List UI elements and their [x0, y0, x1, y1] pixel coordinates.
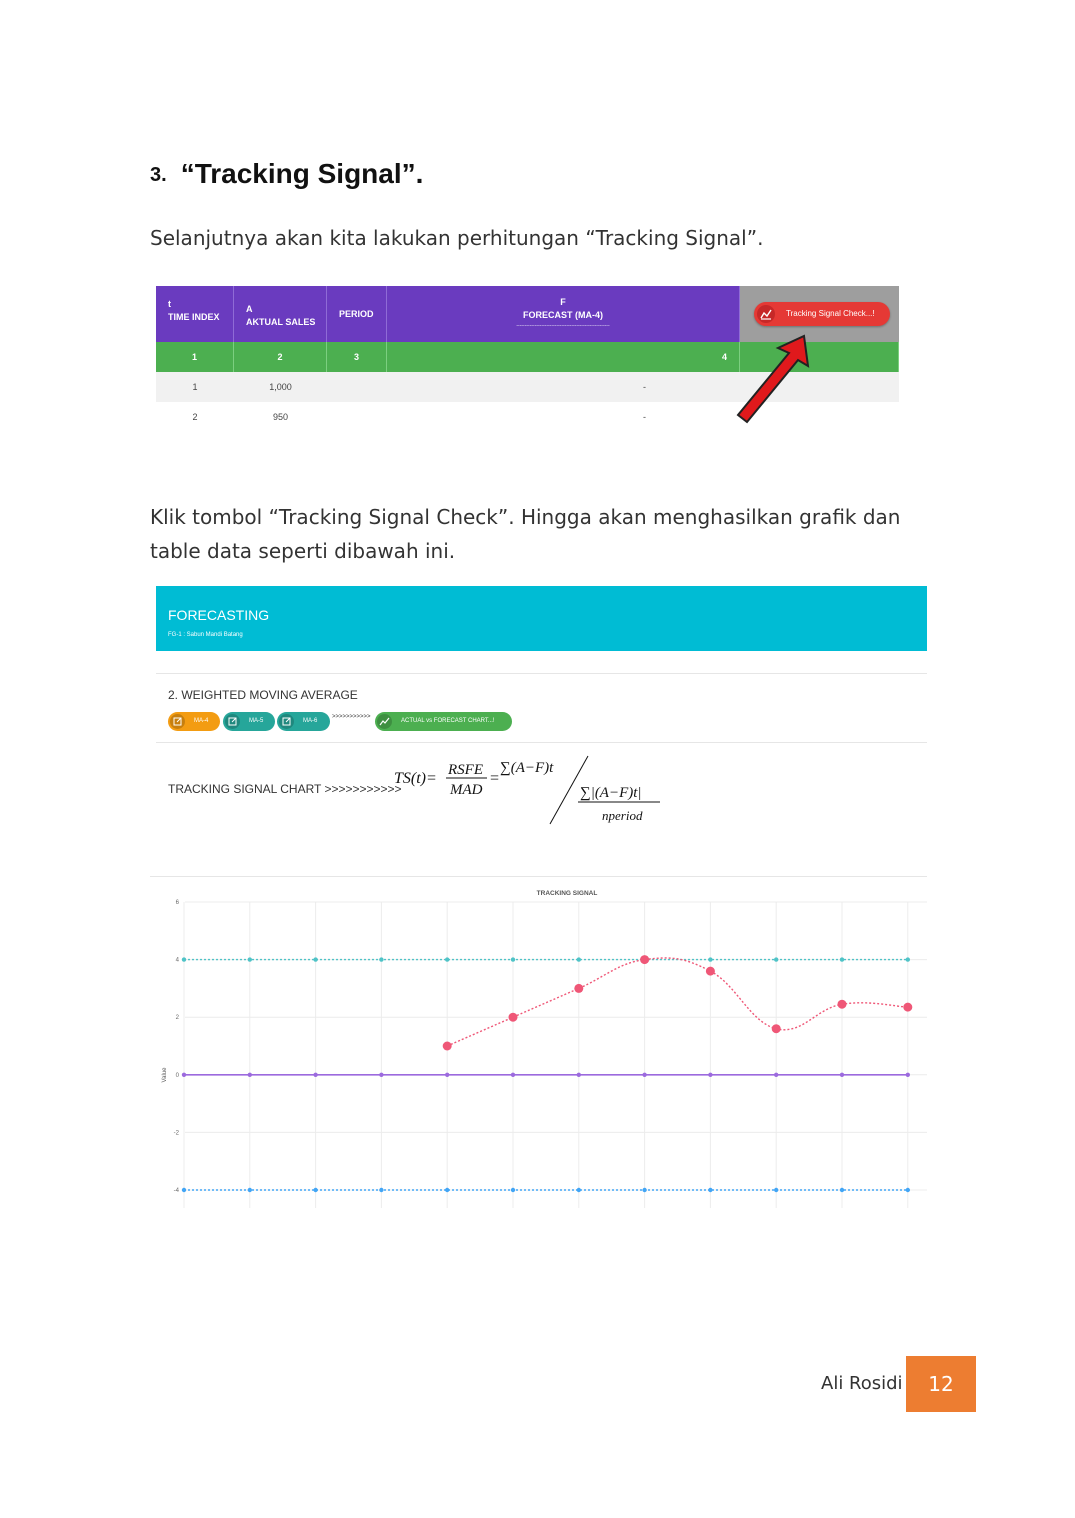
data-point [708, 957, 712, 961]
row1-time-index: 1 [192, 382, 198, 392]
tracking-signal-chart [150, 880, 930, 1215]
intro-paragraph: Selanjutnya akan kita lakukan perhitungan “Tracking Signal”. [150, 226, 764, 250]
formula-rsfe: RSFE [448, 762, 483, 778]
data-point [379, 1073, 383, 1077]
data-point [774, 1188, 778, 1192]
data-point [313, 957, 317, 961]
data-point [379, 1188, 383, 1192]
data-point [511, 1188, 515, 1192]
ma-4-button[interactable] [168, 712, 220, 731]
chart-icon [757, 305, 775, 323]
row2-forecast: - [643, 412, 646, 422]
section-title: “Tracking Signal”. [180, 158, 424, 189]
y-tick-label: 4 [175, 957, 179, 964]
formula-lhs: TS(t)= [394, 770, 437, 787]
ma-5-label: MA-5 [249, 718, 264, 724]
index-cell-3: 3 [327, 342, 387, 372]
edit-icon [225, 714, 240, 729]
header-period[interactable] [327, 286, 387, 342]
svg-text:=: = [489, 770, 500, 787]
row1-actual-sales: 1,000 [269, 382, 292, 392]
data-point [577, 957, 581, 961]
data-point [840, 1188, 844, 1192]
data-point [248, 957, 252, 961]
header-forecast-underline: -------------------------------------------------------- [516, 323, 610, 329]
tracking-signal-formula [392, 752, 672, 828]
formula-denominator: ∑|(A−F)t| [580, 785, 642, 801]
data-point [906, 957, 910, 961]
edit-icon [170, 714, 185, 729]
header-time-index-symbol: t [168, 299, 171, 309]
index-cell-4: 4 [387, 342, 740, 372]
ma-6-label: MA-6 [303, 718, 318, 724]
tracking-signal-check-button[interactable] [754, 302, 890, 326]
data-point [248, 1073, 252, 1077]
index-cell-2: 2 [234, 342, 327, 372]
header-actual-sales-label: AKTUAL SALES [246, 317, 316, 327]
data-point [313, 1188, 317, 1192]
data-point [774, 1073, 778, 1077]
data-point [706, 967, 715, 976]
data-point [445, 1073, 449, 1077]
data-point [840, 1073, 844, 1077]
data-point [445, 957, 449, 961]
y-tick-label: 6 [175, 900, 179, 906]
chart-icon [377, 714, 392, 729]
ma-5-button[interactable] [223, 712, 275, 731]
data-point [379, 957, 383, 961]
data-point [445, 1188, 449, 1192]
y-tick-label: 2 [175, 1015, 179, 1022]
edit-icon [279, 714, 294, 729]
tracking-signal-check-label: Tracking Signal Check...! [786, 309, 875, 318]
formula-numerator: ∑(A−F)t [500, 760, 554, 776]
data-point [642, 1073, 646, 1077]
data-point [248, 1188, 252, 1192]
y-tick-label: 0 [175, 1072, 179, 1079]
wma-title: 2. WEIGHTED MOVING AVERAGE [168, 688, 358, 702]
data-point [906, 1073, 910, 1077]
section-heading [150, 158, 423, 190]
ma-6-button[interactable] [277, 712, 330, 731]
formula-mad: MAD [450, 782, 483, 798]
data-point [182, 1073, 186, 1077]
data-point [509, 1013, 518, 1022]
chart-y-axis-label: Value [162, 1067, 168, 1083]
divider [150, 876, 927, 877]
row2-time-index: 2 [192, 412, 198, 422]
ma-4-label: MA-4 [194, 718, 209, 724]
instruction-paragraph: Klik tombol “Tracking Signal Check”. Hingga akan menghasilkan grafik dan table data seperti dibawah ini. [150, 505, 901, 563]
header-time-index-label: TIME INDEX [168, 312, 220, 322]
header-actual-sales-symbol: A [246, 304, 253, 314]
index-cell-1: 1 [156, 342, 234, 372]
data-point [903, 1003, 912, 1012]
row2-actual-sales: 950 [272, 412, 289, 422]
row1-forecast: - [643, 382, 646, 392]
panel-title: FORECASTING [168, 607, 270, 623]
data-point [443, 1042, 452, 1051]
data-point [182, 1188, 186, 1192]
arrows-text: >>>>>>>>>>> [332, 714, 371, 720]
data-point [577, 1188, 581, 1192]
tracking-signal-chart-label: TRACKING SIGNAL CHART >>>>>>>>>>> [168, 782, 402, 796]
chart-title: TRACKING SIGNAL [536, 890, 598, 897]
footer-author: Ali Rosidi [821, 1373, 903, 1394]
actual-vs-forecast-chart-button[interactable] [375, 712, 512, 731]
page-number: 12 [906, 1356, 976, 1412]
header-actual-sales[interactable] [234, 286, 327, 342]
section-number: 3. [150, 164, 167, 186]
divider [156, 742, 927, 743]
data-point [708, 1073, 712, 1077]
data-point [511, 957, 515, 961]
red-arrow-icon [730, 330, 820, 430]
data-point [577, 1073, 581, 1077]
data-point [313, 1073, 317, 1077]
header-forecast-symbol: F [560, 297, 566, 307]
panel-subtitle: FG-1 : Sabun Mandi Batang [168, 632, 243, 638]
y-tick-label: -2 [173, 1130, 179, 1137]
data-point [642, 1188, 646, 1192]
data-point [840, 957, 844, 961]
header-forecast[interactable] [387, 286, 740, 342]
data-point [511, 1073, 515, 1077]
data-point [838, 1000, 847, 1009]
formula-n-period: nperiod [602, 808, 643, 823]
data-point [708, 1188, 712, 1192]
actual-vs-forecast-chart-label: ACTUAL vs FORECAST CHART...! [401, 718, 495, 724]
data-point [182, 957, 186, 961]
header-time-index[interactable] [156, 286, 234, 342]
data-point [640, 955, 649, 964]
data-point [574, 984, 583, 993]
y-tick-label: -4 [173, 1188, 179, 1194]
header-period-label: PERIOD [339, 309, 374, 319]
divider [156, 673, 927, 674]
forecasting-panel-header [156, 586, 927, 651]
data-point [774, 957, 778, 961]
data-point [906, 1188, 910, 1192]
header-forecast-label: FORECAST (MA-4) [523, 310, 603, 320]
data-point [772, 1024, 781, 1033]
